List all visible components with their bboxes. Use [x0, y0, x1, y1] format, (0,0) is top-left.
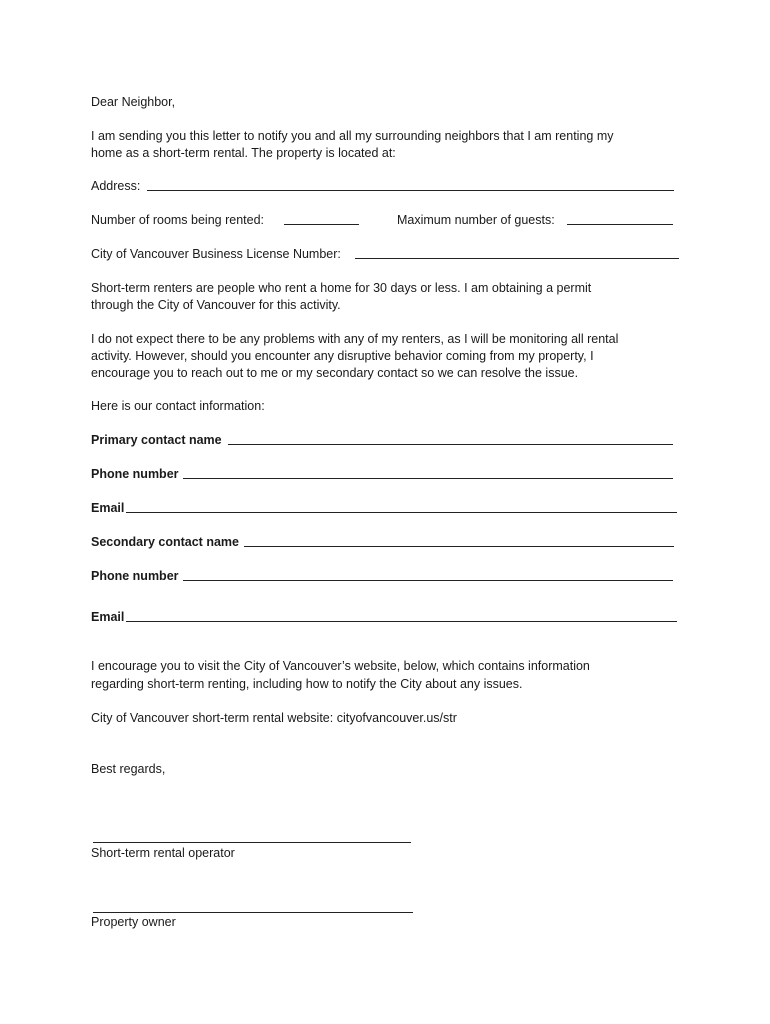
primary-email-field[interactable]: [126, 512, 677, 513]
renters-paragraph-line-2: through the City of Vancouver for this activity.: [91, 298, 341, 312]
guests-label: Maximum number of guests:: [397, 213, 555, 227]
rooms-field[interactable]: [284, 224, 359, 225]
intro-paragraph-line-2: home as a short-term rental. The property is located at:: [91, 146, 396, 160]
website-paragraph-line-1: I encourage you to visit the City of Vancouver’s website, below, which contains information: [91, 659, 590, 673]
primary-phone-label: Phone number: [91, 467, 179, 481]
secondary-contact-label: Secondary contact name: [91, 535, 239, 549]
renters-paragraph-line-1: Short-term renters are people who rent a home for 30 days or less. I am obtaining a permit: [91, 281, 592, 295]
address-field[interactable]: [147, 190, 674, 191]
secondary-contact-field[interactable]: [244, 546, 674, 547]
secondary-phone-label: Phone number: [91, 569, 179, 583]
problems-paragraph-line-1: I do not expect there to be any problems with any of my renters, as I will be monitoring all rental: [91, 332, 619, 346]
problems-paragraph-line-3: encourage you to reach out to me or my secondary contact so we can resolve the issue.: [91, 366, 579, 380]
contact-intro: Here is our contact information:: [91, 399, 265, 413]
primary-contact-label: Primary contact name: [91, 433, 222, 447]
primary-email-label: Email: [91, 501, 125, 515]
owner-signature-label: Property owner: [91, 915, 176, 929]
secondary-email-field[interactable]: [126, 621, 677, 622]
address-label: Address:: [91, 179, 141, 193]
rooms-label: Number of rooms being rented:: [91, 213, 265, 227]
intro-paragraph-line-1: I am sending you this letter to notify you and all my surrounding neighbors that I am renting my: [91, 129, 614, 143]
owner-signature-line[interactable]: [93, 912, 413, 913]
closing: Best regards,: [91, 762, 166, 776]
operator-signature-line[interactable]: [93, 842, 411, 843]
license-label: City of Vancouver Business License Number:: [91, 247, 341, 261]
website-line: City of Vancouver short-term rental website: cityofvancouver.us/str: [91, 711, 457, 725]
primary-phone-field[interactable]: [183, 478, 673, 479]
problems-paragraph-line-2: activity. However, should you encounter any disruptive behavior coming from my property, I: [91, 349, 594, 363]
secondary-phone-field[interactable]: [183, 580, 673, 581]
operator-signature-label: Short-term rental operator: [91, 846, 235, 860]
primary-contact-field[interactable]: [228, 444, 673, 445]
guests-field[interactable]: [567, 224, 673, 225]
greeting: Dear Neighbor,: [91, 95, 176, 109]
secondary-email-label: Email: [91, 610, 125, 624]
website-paragraph-line-2: regarding short-term renting, including how to notify the City about any issues.: [91, 677, 523, 691]
license-field[interactable]: [355, 258, 679, 259]
